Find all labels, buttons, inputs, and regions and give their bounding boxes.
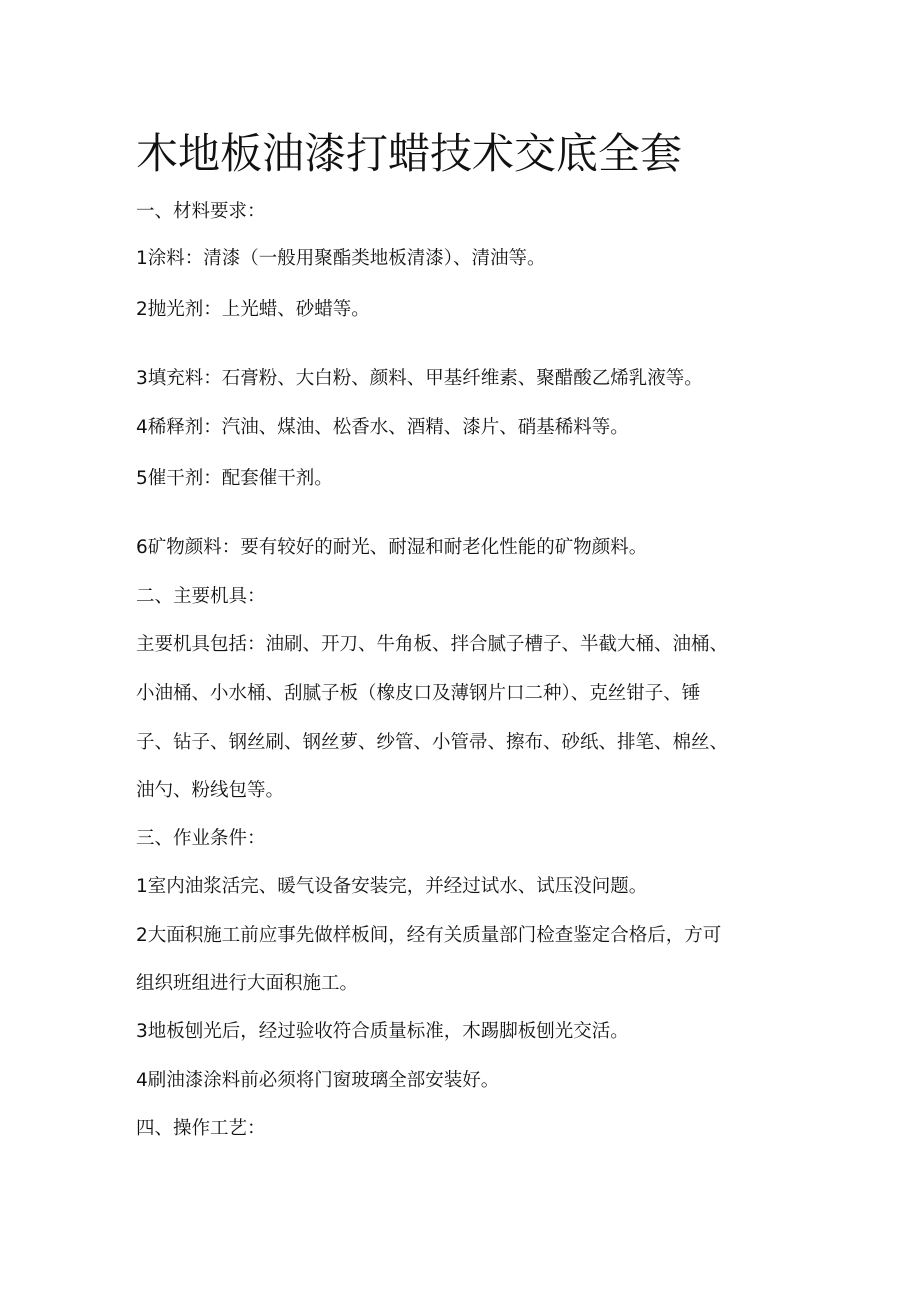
paragraph-line: 2抛光剂：上光蜡、砂蜡等。	[136, 299, 370, 320]
section-heading-conditions: 三、作业条件：	[136, 828, 266, 849]
paragraph-line: 6矿物颜料：要有较好的耐光、耐湿和耐老化性能的矿物颜料。	[136, 537, 648, 558]
paragraph-line: 子、钻子、钢丝刷、钢丝萝、纱管、小管帚、擦布、砂纸、排笔、棉丝、	[136, 732, 729, 753]
paragraph-line: 油勺、粉线包等。	[136, 780, 285, 801]
paragraph-line: 1室内油浆活完、暖气设备安装完，并经过试水、试压没问题。	[136, 876, 648, 897]
paragraph-line: 2大面积施工前应事先做样板间，经有关质量部门检查鉴定合格后，方可	[136, 925, 722, 946]
section-heading-tools: 二、主要机具：	[136, 586, 266, 607]
paragraph-line: 4稀释剂：汽油、煤油、松香水、酒精、漆片、硝基稀料等。	[136, 417, 629, 438]
paragraph-line: 组织班组进行大面积施工。	[136, 973, 359, 994]
paragraph-line: 小油桶、小水桶、刮腻子板（橡皮口及薄钢片口二种）、克丝钳子、锤	[136, 683, 701, 704]
paragraph-line: 主要机具包括：油刷、开刀、牛角板、拌合腻子槽子、半截大桶、油桶、	[136, 634, 729, 655]
paragraph-line: 3填充料：石膏粉、大白粉、颜料、甲基纤维素、聚醋酸乙烯乳液等。	[136, 368, 703, 389]
paragraph-line: 5催干剂：配套催干剂。	[136, 468, 333, 489]
section-heading-materials: 一、材料要求：	[136, 201, 266, 222]
document-title: 木地板油漆打蜡技术交底全套	[136, 129, 683, 178]
paragraph-line: 1涂料：清漆（一般用聚酯类地板清漆）、清油等。	[136, 248, 546, 269]
paragraph-line: 4刷油漆涂料前必须将门窗玻璃全部安装好。	[136, 1070, 500, 1091]
section-heading-process: 四、操作工艺：	[136, 1118, 266, 1139]
paragraph-line: 3地板刨光后，经过验收符合质量标准，木踢脚板刨光交活。	[136, 1021, 629, 1042]
